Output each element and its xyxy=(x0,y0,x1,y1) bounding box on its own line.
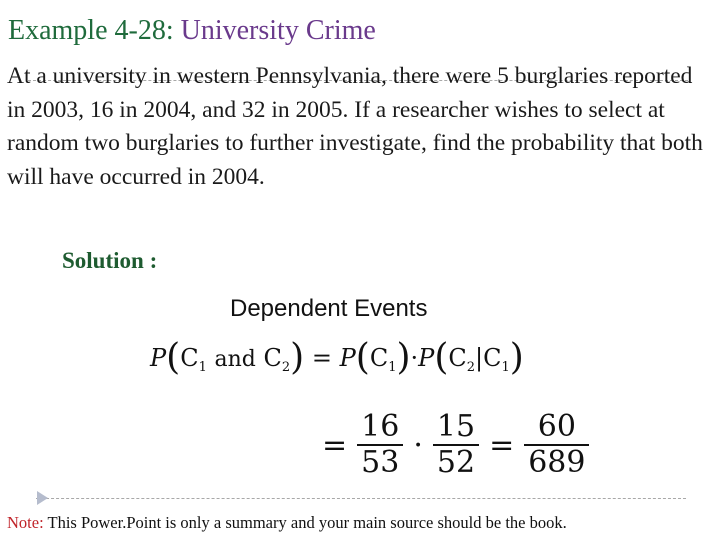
method-heading: Dependent Events xyxy=(230,295,428,322)
formula-c1-given: C xyxy=(483,344,502,372)
formula-open-paren: ( xyxy=(166,337,181,378)
triangle-arrow-icon xyxy=(37,491,48,505)
formula-sub1: 1 xyxy=(198,360,207,375)
formula-c1: C xyxy=(180,344,199,372)
formula-dot: · xyxy=(410,344,419,372)
result-denominator: 689 xyxy=(524,444,589,480)
formula-open-paren-3: ( xyxy=(434,337,449,378)
fraction-2-denominator: 52 xyxy=(433,444,479,480)
formula-equals: = xyxy=(311,344,332,372)
formula-p-rhs1: P xyxy=(339,344,356,372)
formula-c2-rhs: C xyxy=(448,344,467,372)
note-text: This Power.Point is only a summary and your main source should be the book. xyxy=(43,513,567,532)
formula-and: and xyxy=(214,347,256,372)
result-numerator: 60 xyxy=(537,409,576,444)
fraction-1-numerator: 16 xyxy=(361,409,400,444)
formula-close-paren-2: ) xyxy=(396,337,411,378)
title-topic: University Crime xyxy=(180,15,376,46)
formula-c2: C xyxy=(263,344,282,372)
result-fraction xyxy=(524,410,589,480)
formula-sub2-rhs: 2 xyxy=(466,360,476,375)
fraction-1-denominator: 53 xyxy=(357,444,403,480)
calc-dot: · xyxy=(413,427,423,463)
fraction-1 xyxy=(357,410,403,480)
probability-formula xyxy=(150,334,524,392)
title-prefix: Example 4-28: xyxy=(8,15,174,46)
formula-sub1-given: 1 xyxy=(501,360,510,375)
formula-open-paren-2: ( xyxy=(355,337,370,378)
formula-close-paren: ) xyxy=(290,337,305,378)
bottom-divider xyxy=(36,498,686,499)
formula-p-lhs: P xyxy=(150,344,167,372)
fraction-2 xyxy=(433,410,479,480)
formula-p-rhs2: P xyxy=(418,344,435,372)
formula-sub2: 2 xyxy=(281,360,291,375)
slide-title xyxy=(8,14,376,48)
footer-note xyxy=(7,513,567,533)
note-label: Note: xyxy=(7,513,44,532)
formula-close-paren-3: ) xyxy=(509,337,524,378)
formula-sub1-rhs: 1 xyxy=(388,360,397,375)
formula-given: | xyxy=(475,344,484,372)
calc-equals-1: = xyxy=(322,427,348,463)
probability-calculation xyxy=(318,410,595,480)
problem-text: At a university in western Pennsylvania, there were 5 burglaries reported in 2003, 16 in 2004, and 32 in 2005. If a researcher wishes to select at random two burglaries to further investigate, find the probability that both will have occurred in 2004. xyxy=(7,63,703,190)
calc-equals-2: = xyxy=(489,427,515,463)
formula-c1-rhs: C xyxy=(369,344,389,372)
fraction-2-numerator: 15 xyxy=(436,409,476,444)
solution-label: Solution : xyxy=(62,248,158,273)
